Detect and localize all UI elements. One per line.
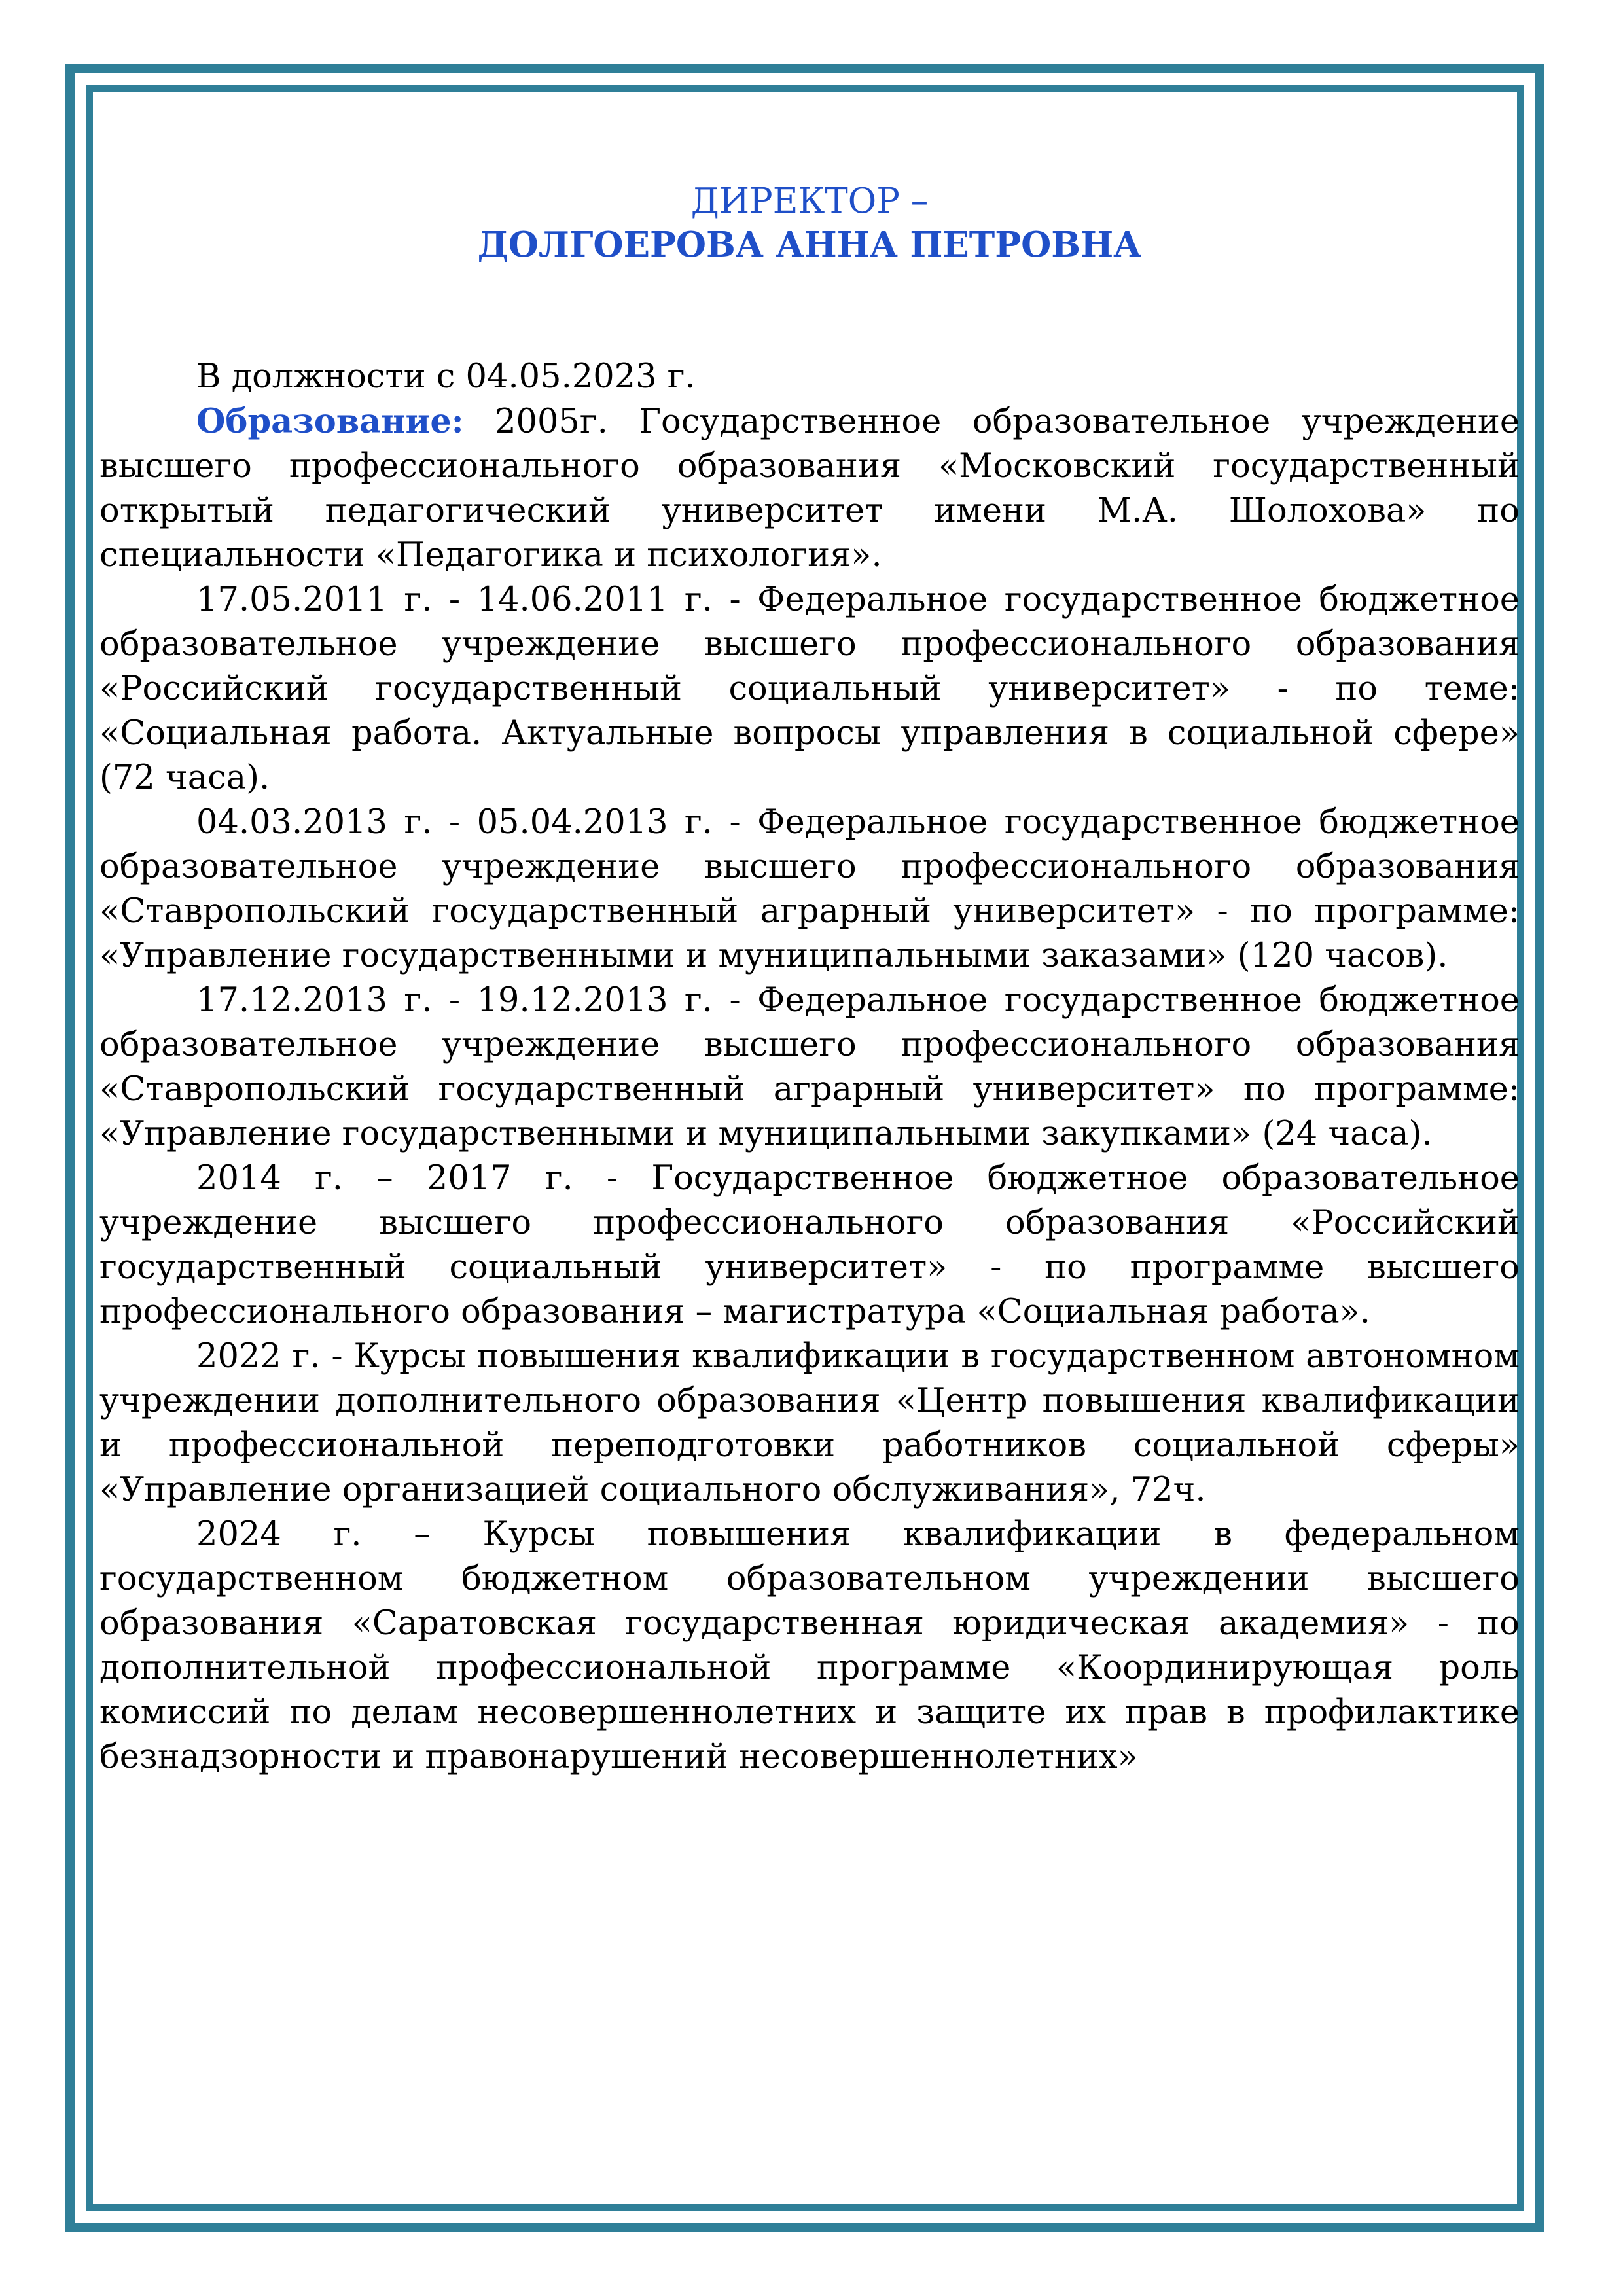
heading-role: ДИРЕКТОР –: [690, 181, 929, 221]
education-text-0: 2005г. Государственное образовательное учреждение высшего профессионального образования «Московский государственный открытый педагогический университет имени М.А. Шолохова» по специальности «Педагогика и психология».: [99, 403, 1520, 575]
education-paragraph-0: [99, 399, 1520, 578]
education-paragraph-5: 2022 г. - Курсы повышения квалификации в государственном автономном учреждении дополнительного образования «Центр повышения квалификации и профессиональной переподготовки работников социальной сферы» «Управление организацией социального обслуживания», 72ч.: [99, 1337, 1520, 1509]
education-label: Образование:: [196, 402, 464, 441]
heading: [99, 180, 1520, 266]
education-paragraph-4: 2014 г. – 2017 г. - Государственное бюджетное образовательное учреждение высшего профессионального образования «Российский государственный социальный университет» - по программе высшего профессионального образования – магистратура «Социальная работа».: [99, 1159, 1520, 1331]
education-paragraph-2: 04.03.2013 г. - 05.04.2013 г. - Федеральное государственное бюджетное образовательное учреждение высшего профессионального образования «Ставропольский государственный аграрный университет» - по программе: «Управление государственными и муниципальными заказами» (120 часов).: [99, 803, 1520, 975]
heading-spacer: [99, 266, 1520, 355]
education-paragraph-3: 17.12.2013 г. - 19.12.2013 г. - Федеральное государственное бюджетное образовательное учреждение высшего профессионального образования «Ставропольский государственный аграрный университет» по программе: «Управление государственными и муниципальными закупками» (24 часа).: [99, 981, 1520, 1153]
heading-name: ДОЛГОЕРОВА АННА ПЕТРОВНА: [477, 224, 1142, 265]
document-body: [99, 180, 1520, 1780]
position-since: В должности с 04.05.2023 г.: [196, 357, 696, 396]
education-paragraph-1: 17.05.2011 г. - 14.06.2011 г. - Федеральное государственное бюджетное образовательное учреждение высшего профессионального образования «Российский государственный социальный университет» - по теме: «Социальная работа. Актуальные вопросы управления в социальной сфере» (72 часа).: [99, 581, 1520, 797]
education-paragraph-6: 2024 г. – Курсы повышения квалификации в федеральном государственном бюджетном образовательном учреждении высшего образования «Саратовская государственная юридическая академия» - по дополнительной профессиональной программе «Координирующая роль комиссий по делам несовершеннолетних и защите их прав в профилактике безнадзорности и правонарушений несовершеннолетних»: [99, 1515, 1520, 1776]
